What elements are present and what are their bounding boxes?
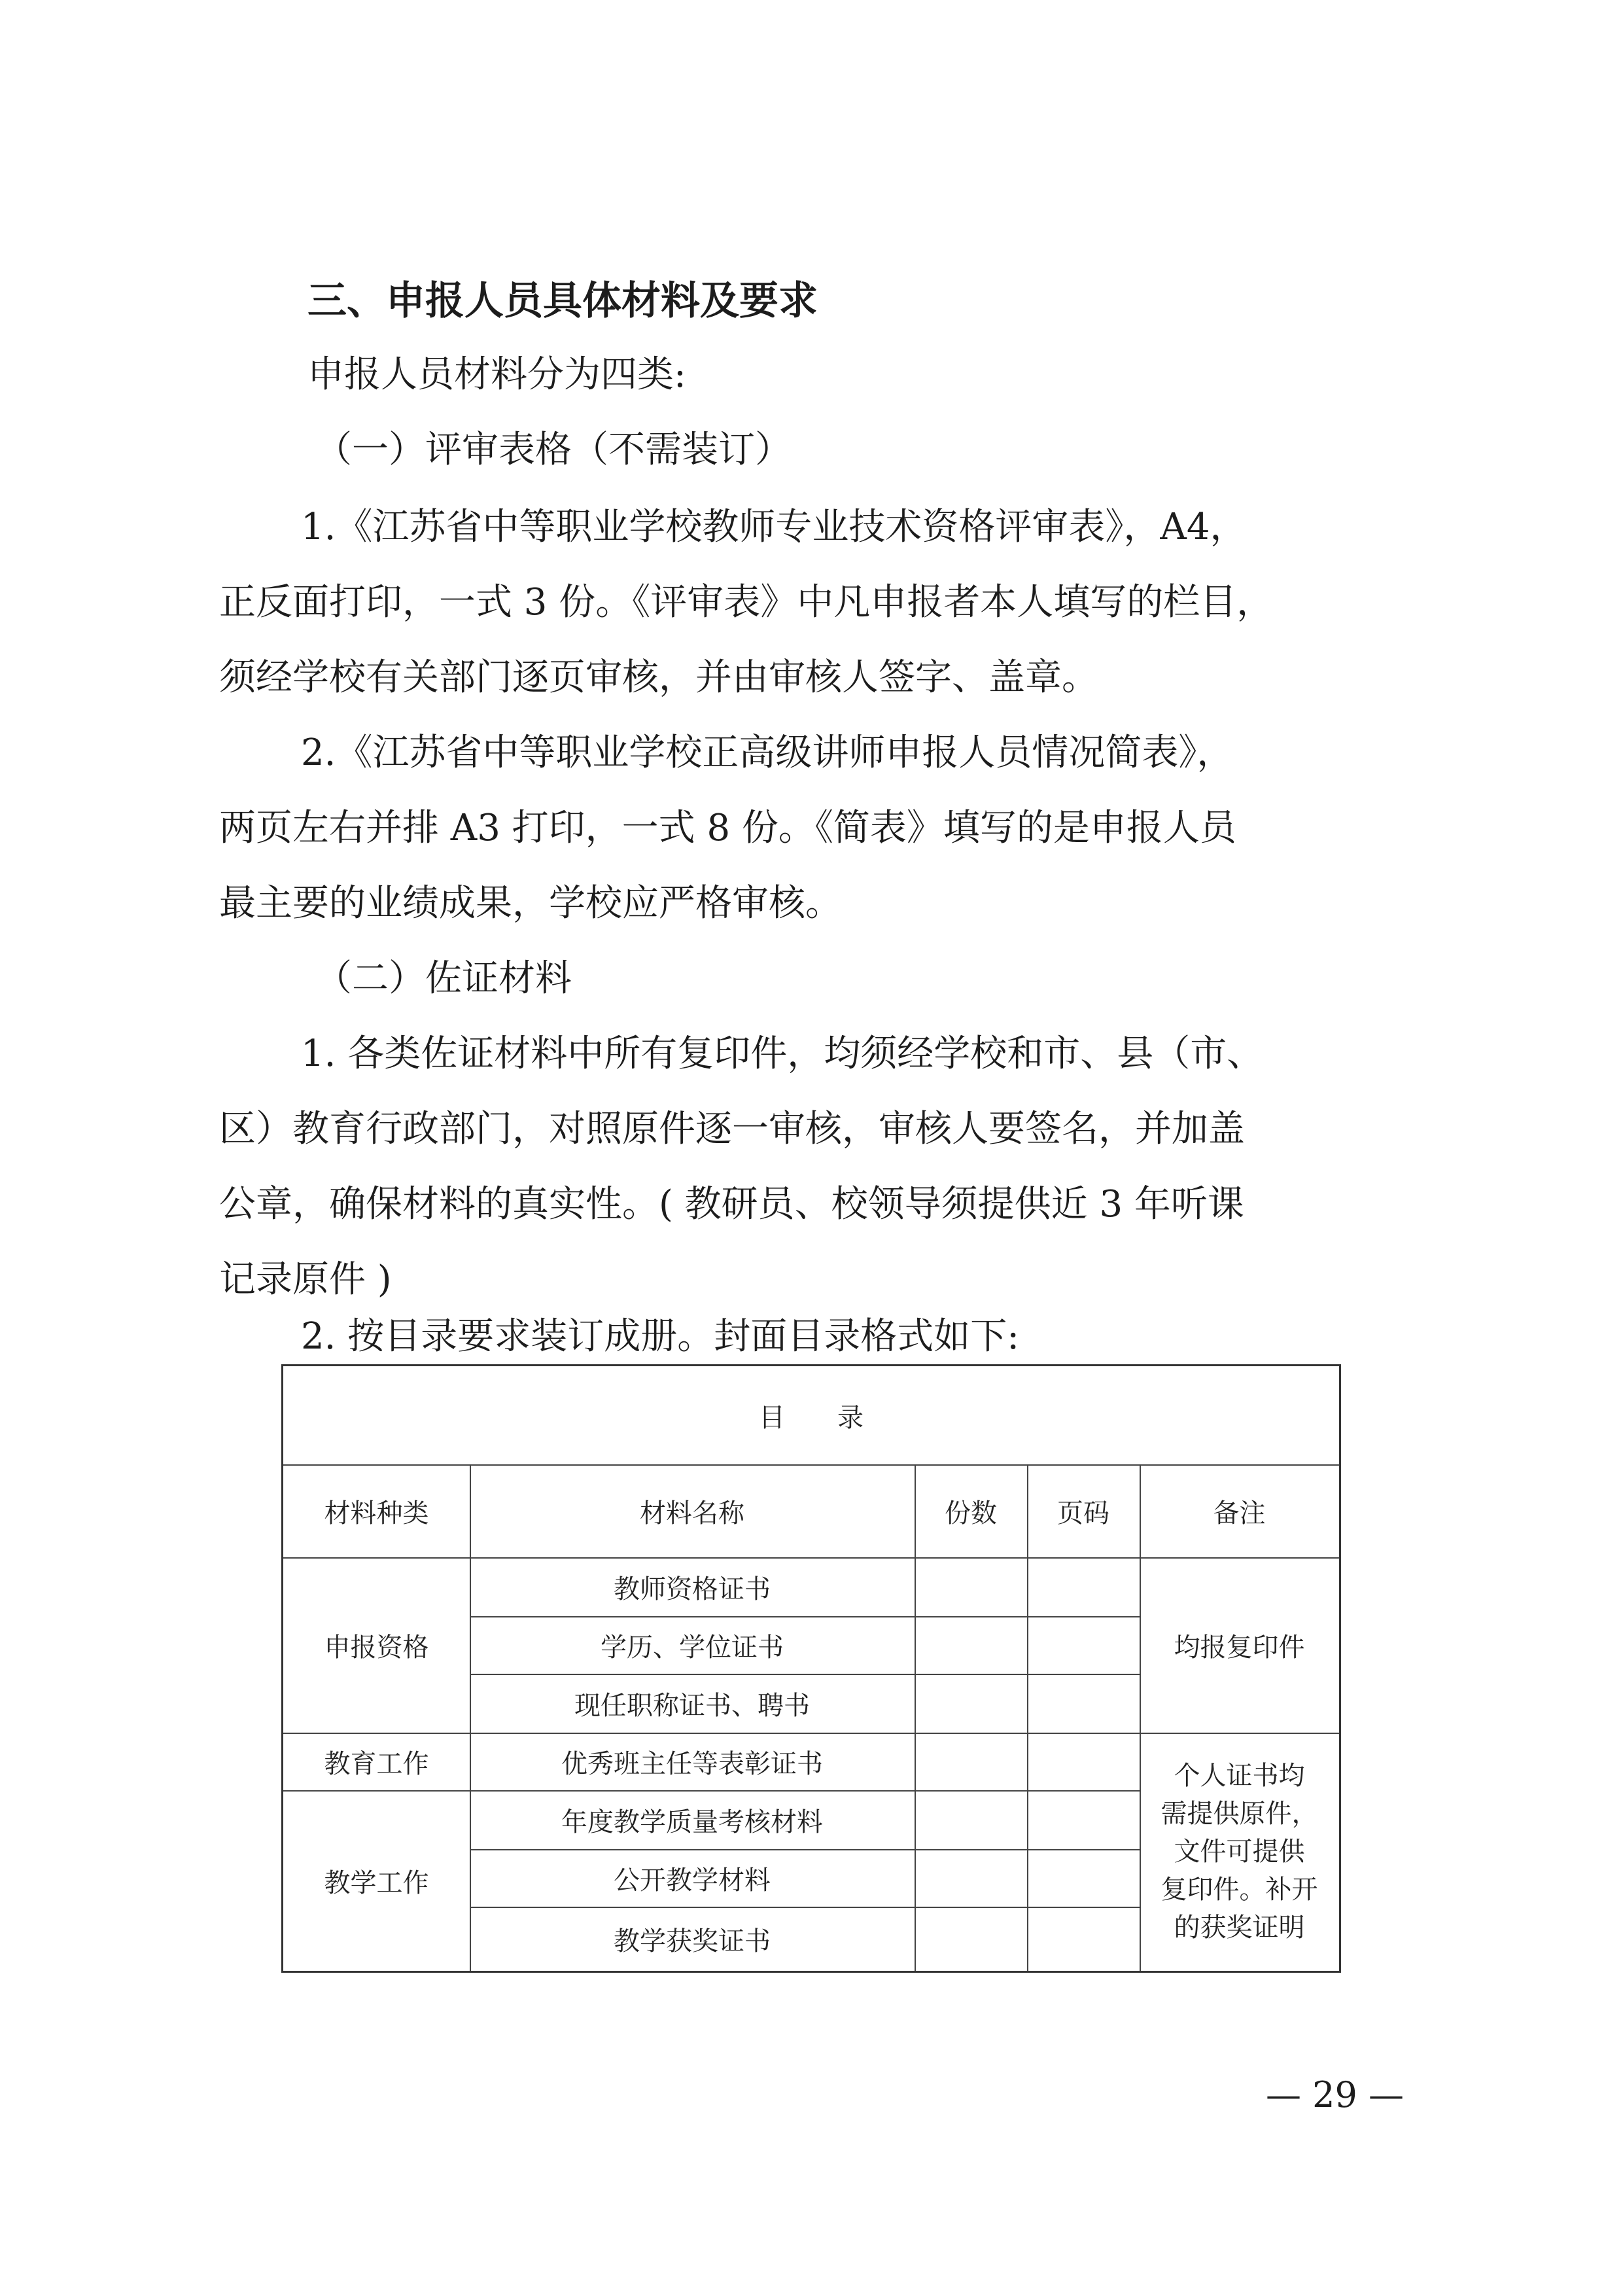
part1-item2-line1: 2.《江苏省中等职业学校正高级讲师申报人员情况简表》， [301, 732, 1234, 774]
part1-item1-line1: 1.《江苏省中等职业学校教师专业技术资格评审表》，A4， [301, 506, 1247, 548]
header-copies: 份数 [945, 1498, 997, 1528]
header-pages: 页码 [1057, 1498, 1109, 1528]
header-category: 材料种类 [324, 1498, 429, 1528]
material-name: 优秀班主任等表彰证书 [561, 1748, 823, 1779]
part1-item2-line3: 最主要的业绩成果，学校应严格审核。 [219, 882, 842, 925]
part2-item1-line4: 记录原件 ) [219, 1258, 392, 1301]
category-teaching: 教学工作 [324, 1867, 429, 1898]
category-education: 教育工作 [324, 1748, 429, 1779]
part1-title: （一）评审表格（不需装订） [315, 429, 792, 471]
part1-item2-line2: 两页左右并排 A3 打印，一式 8 份。《简表》填写的是申报人员 [219, 807, 1236, 849]
material-name: 教师资格证书 [614, 1574, 771, 1604]
section-heading: 三、申报人员具体材料及要求 [307, 278, 818, 324]
remarks-line: 复印件。补开 [1161, 1875, 1318, 1905]
table-divider [915, 1464, 916, 1971]
part1-item1-line3: 须经学校有关部门逐页审核，并由审核人签字、盖章。 [219, 656, 1098, 699]
remarks-line: 的获奖证明 [1174, 1913, 1305, 1943]
material-name: 学历、学位证书 [601, 1632, 784, 1663]
part2-item1-line1: 1. 各类佐证材料中所有复印件，均须经学校和市、县（市、 [301, 1033, 1264, 1075]
remarks-line: 文件可提供 [1174, 1837, 1305, 1867]
remarks-line: 个人证书均 [1174, 1761, 1305, 1791]
toc-title: 目 录 [759, 1402, 864, 1433]
remarks-qualification: 均报复印件 [1174, 1632, 1305, 1663]
material-name: 公开教学材料 [614, 1865, 771, 1896]
table-divider [1027, 1464, 1028, 1971]
page-number: — 29 — [1266, 2074, 1405, 2115]
part1-item1-line2: 正反面打印，一式 3 份。《评审表》中凡申报者本人填写的栏目， [219, 581, 1274, 624]
toc-table [281, 1364, 1341, 1973]
part2-item2-line: 2. 按目录要求装订成册。封面目录格式如下: [301, 1315, 1020, 1358]
part2-title: （二）佐证材料 [315, 957, 572, 1000]
section-intro: 申报人员材料分为四类: [307, 353, 686, 396]
material-name: 教学获奖证书 [614, 1926, 771, 1956]
material-name: 现任职称证书、聘书 [574, 1690, 810, 1721]
material-name: 年度教学质量考核材料 [561, 1807, 823, 1837]
header-remarks: 备注 [1213, 1498, 1266, 1528]
part2-item1-line3: 公章，确保材料的真实性。( 教研员、校领导须提供近 3 年听课 [219, 1183, 1244, 1226]
remarks-line: 需提供原件， [1161, 1799, 1318, 1829]
header-name: 材料名称 [640, 1498, 744, 1528]
remarks-work [1140, 1733, 1339, 1971]
category-qualification: 申报资格 [324, 1632, 429, 1663]
part2-item1-line2: 区）教育行政部门，对照原件逐一审核，审核人要签名，并加盖 [219, 1108, 1245, 1150]
